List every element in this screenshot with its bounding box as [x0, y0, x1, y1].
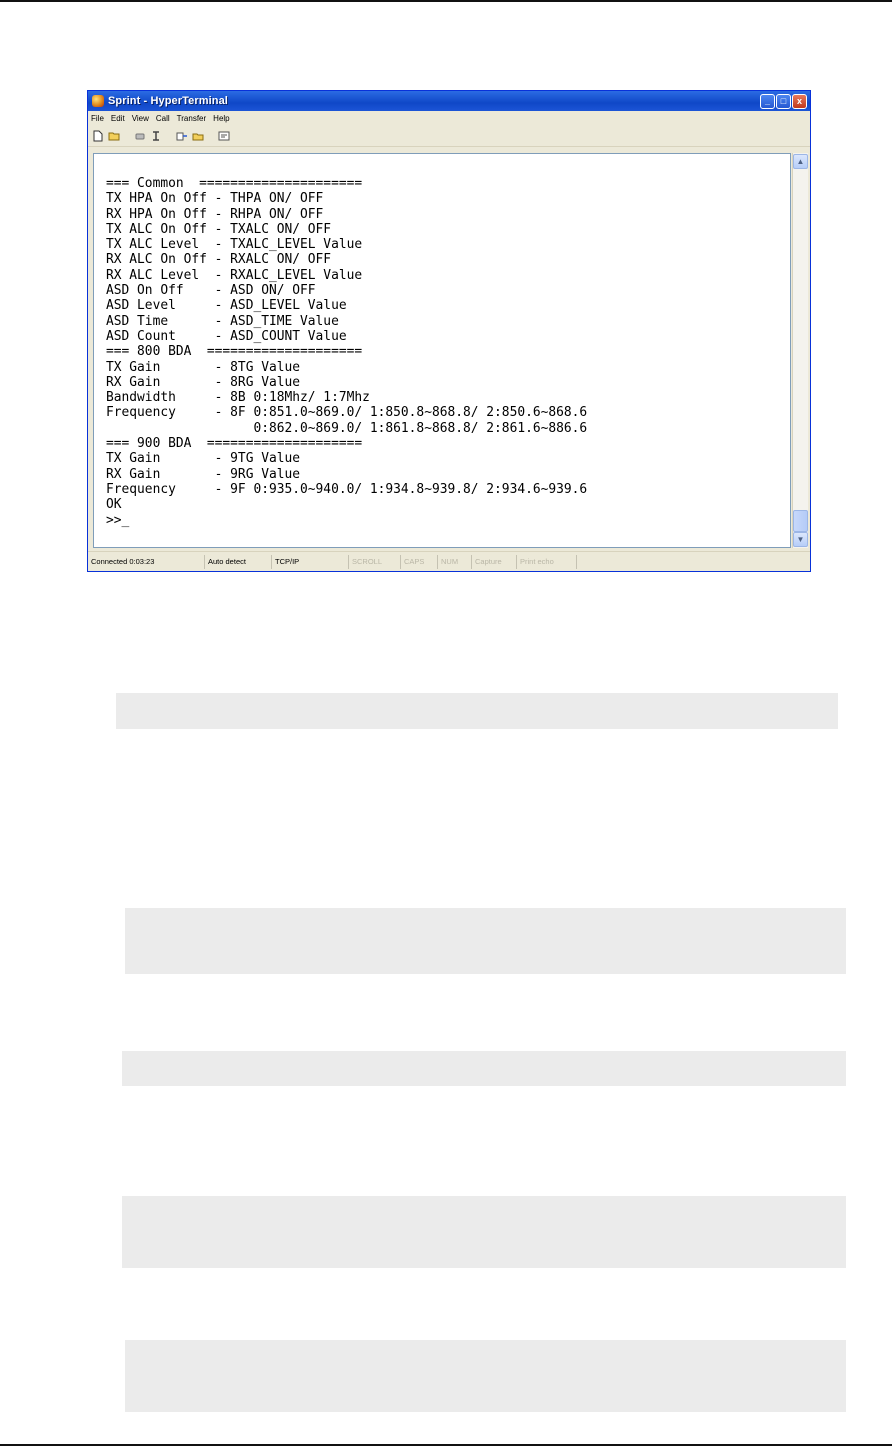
terminal-line: RX Gain - 9RG Value: [106, 466, 301, 482]
status-protocol: TCP/IP: [272, 555, 349, 569]
grey-block: [125, 908, 846, 974]
terminal-line: RX Gain - 8RG Value: [106, 374, 301, 390]
terminal-text: [106, 176, 587, 528]
terminal-line: RX ALC On Off - RXALC ON/ OFF: [106, 252, 332, 268]
toolbar-separator: [124, 130, 130, 142]
terminal-line: TX ALC On Off - TXALC ON/ OFF: [106, 221, 332, 237]
hyperterminal-window: [87, 90, 811, 572]
window-title: Sprint - HyperTerminal: [108, 95, 228, 107]
terminal-line: === Common =====================: [106, 176, 363, 191]
new-icon[interactable]: [92, 130, 104, 142]
terminal-line: ASD Time - ASD_TIME Value: [106, 313, 339, 329]
menu-bar: [88, 111, 810, 126]
terminal-line: ASD Count - ASD_COUNT Value: [106, 328, 347, 344]
status-caps: CAPS: [401, 555, 438, 569]
scroll-down-icon[interactable]: ▼: [793, 532, 808, 547]
maximize-button[interactable]: □: [776, 94, 791, 109]
send-icon[interactable]: [176, 130, 188, 142]
terminal-line: RX HPA On Off - RHPA ON/ OFF: [106, 206, 324, 222]
minimize-button[interactable]: _: [760, 94, 775, 109]
terminal-output[interactable]: [93, 153, 791, 548]
toolbar-separator: [166, 130, 172, 142]
bottom-rule: [0, 1444, 892, 1446]
terminal-line: OK: [106, 497, 122, 513]
status-bar: [88, 551, 810, 571]
terminal-line: Frequency - 9F 0:935.0~940.0/ 1:934.8~939.8/ 2:934.6~939.6: [106, 481, 588, 497]
status-connected: Connected 0:03:23: [88, 555, 205, 569]
top-rule: [0, 0, 892, 2]
terminal-line: ASD Level - ASD_LEVEL Value: [106, 298, 347, 314]
terminal-line: Bandwidth - 8B 0:18Mhz/ 1:7Mhz: [106, 390, 370, 406]
grey-block: [122, 1051, 846, 1086]
scroll-thumb[interactable]: [793, 510, 808, 532]
properties-icon[interactable]: [218, 130, 230, 142]
title-bar[interactable]: [88, 91, 810, 111]
menu-transfer[interactable]: Transfer: [176, 114, 207, 123]
scroll-up-icon[interactable]: ▲: [793, 154, 808, 169]
toolbar-separator: [208, 130, 214, 142]
menu-edit[interactable]: Edit: [110, 114, 125, 123]
terminal-line: TX ALC Level - TXALC_LEVEL Value: [106, 237, 363, 253]
terminal-line: TX Gain - 8TG Value: [106, 359, 301, 375]
status-num: NUM: [438, 555, 472, 569]
terminal-line: === 800 BDA ====================: [106, 344, 363, 360]
vertical-scrollbar[interactable]: [792, 153, 808, 548]
menu-help[interactable]: Help: [213, 114, 230, 123]
terminal-line: === 900 BDA ====================: [106, 436, 363, 452]
hyperterminal-app-icon[interactable]: [92, 95, 104, 107]
connect-icon[interactable]: [150, 130, 162, 142]
close-button[interactable]: x: [792, 94, 807, 109]
receive-icon[interactable]: [192, 130, 204, 142]
terminal-line: RX ALC Level - RXALC_LEVEL Value: [106, 267, 363, 283]
toolbar: [88, 126, 810, 147]
terminal-line: Frequency - 8F 0:851.0~869.0/ 1:850.8~868.8/ 2:850.6~868.6: [106, 405, 588, 421]
menu-view[interactable]: View: [131, 114, 149, 123]
grey-block: [116, 693, 838, 729]
status-detect: Auto detect: [205, 555, 272, 569]
terminal-line: >>_: [106, 512, 130, 528]
menu-file[interactable]: File: [91, 114, 104, 123]
status-print-echo: Print echo: [517, 555, 577, 569]
status-capture: Capture: [472, 555, 517, 569]
terminal-line: 0:862.0~869.0/ 1:861.8~868.8/ 2:861.6~886.6: [106, 420, 588, 436]
menu-call[interactable]: Call: [155, 114, 170, 123]
terminal-line: ASD On Off - ASD ON/ OFF: [106, 283, 316, 299]
grey-block: [125, 1340, 846, 1412]
open-icon[interactable]: [108, 130, 120, 142]
terminal-line: TX HPA On Off - THPA ON/ OFF: [106, 191, 324, 207]
window-controls: [760, 94, 810, 109]
grey-block: [122, 1196, 846, 1268]
disconnect-icon[interactable]: [134, 130, 146, 142]
terminal-line: TX Gain - 9TG Value: [106, 451, 301, 467]
status-scroll: SCROLL: [349, 555, 401, 569]
